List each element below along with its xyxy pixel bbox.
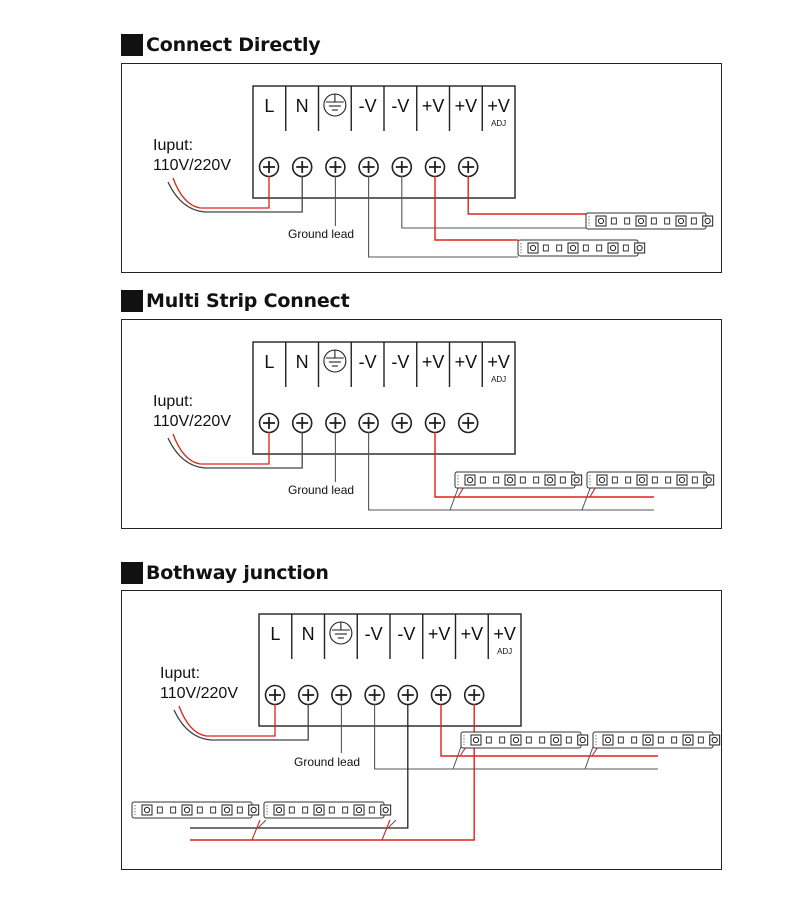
positive-wire: [382, 820, 390, 840]
screw-terminal-icon: [266, 686, 285, 705]
led-chip-icon: [676, 216, 686, 226]
positive-wire: [252, 820, 260, 840]
screw-terminal-icon: [398, 686, 417, 705]
led-chip-icon: [704, 475, 714, 485]
resistor-icon: [197, 807, 202, 813]
led-strip: [264, 802, 391, 818]
terminal-label: +V: [493, 624, 516, 644]
terminal-label: L: [264, 352, 275, 372]
resistor-icon: [612, 477, 617, 483]
resistor-icon: [560, 477, 565, 483]
resistor-icon: [534, 477, 539, 483]
screw-terminal-icon: [326, 158, 345, 177]
resistor-icon: [666, 477, 671, 483]
resistor-icon: [651, 218, 656, 224]
screw-terminal-icon: [359, 414, 378, 433]
resistor-icon: [329, 807, 334, 813]
led-chip-icon: [511, 735, 521, 745]
led-chip-icon: [608, 243, 618, 253]
resistor-icon: [494, 477, 499, 483]
terminal-label: -V: [364, 624, 383, 644]
ground-lead-label: Ground lead: [288, 483, 355, 497]
input-label-line1: Iuput:: [160, 665, 201, 682]
led-strip: [455, 472, 582, 488]
resistor-icon: [211, 807, 216, 813]
resistor-icon: [698, 737, 703, 743]
terminal-label: N: [295, 96, 309, 116]
resistor-icon: [480, 477, 485, 483]
resistor-icon: [691, 218, 696, 224]
section-title: Connect Directly: [146, 34, 321, 56]
resistor-icon: [486, 737, 491, 743]
resistor-icon: [557, 245, 562, 251]
led-chip-icon: [643, 735, 653, 745]
screw-terminal-icon: [459, 158, 478, 177]
resistor-icon: [157, 807, 162, 813]
section-title: Bothway junction: [146, 562, 329, 584]
led-chip-icon: [578, 735, 588, 745]
led-chip-icon: [249, 805, 259, 815]
resistor-icon: [626, 477, 631, 483]
resistor-icon: [343, 807, 348, 813]
led-chip-icon: [314, 805, 324, 815]
input-label-line2: 110V/220V: [160, 685, 238, 702]
resistor-icon: [611, 218, 616, 224]
resistor-icon: [369, 807, 374, 813]
terminal-label: -V: [391, 352, 410, 372]
resistor-icon: [652, 477, 657, 483]
led-chip-icon: [381, 805, 391, 815]
terminal-label: +V: [487, 96, 510, 116]
ground-lead-label: Ground lead: [288, 227, 355, 241]
screw-terminal-icon: [260, 414, 279, 433]
power-supply: [259, 614, 521, 726]
led-chip-icon: [603, 735, 613, 745]
power-supply: [253, 86, 515, 198]
terminal-label: N: [301, 624, 315, 644]
terminal-label: -V: [358, 96, 377, 116]
terminal-label: L: [270, 624, 281, 644]
resistor-icon: [623, 245, 628, 251]
led-chip-icon: [568, 243, 578, 253]
resistor-icon: [625, 218, 630, 224]
terminal-label: -V: [397, 624, 416, 644]
input-label-line2: 110V/220V: [153, 157, 231, 174]
terminal-label: N: [295, 352, 309, 372]
ground-lead-label: Ground lead: [294, 755, 361, 769]
terminal-label: +V: [460, 624, 484, 644]
resistor-icon: [237, 807, 242, 813]
resistor-icon: [566, 737, 571, 743]
screw-terminal-icon: [426, 414, 445, 433]
led-strip: [587, 472, 714, 488]
resistor-icon: [665, 218, 670, 224]
screw-terminal-icon: [293, 158, 312, 177]
terminal-label: +V: [487, 352, 510, 372]
led-chip-icon: [142, 805, 152, 815]
led-chip-icon: [596, 216, 606, 226]
screw-terminal-icon: [260, 158, 279, 177]
terminal-label: -V: [358, 352, 377, 372]
led-chip-icon: [636, 216, 646, 226]
input-label-line2: 110V/220V: [153, 413, 231, 430]
power-supply: [253, 342, 515, 454]
screw-terminal-icon: [392, 414, 411, 433]
resistor-icon: [540, 737, 545, 743]
resistor-icon: [303, 807, 308, 813]
led-strip: [132, 802, 259, 818]
terminal-label: +V: [421, 352, 445, 372]
led-chip-icon: [710, 735, 720, 745]
led-chip-icon: [528, 243, 538, 253]
led-strip: [461, 732, 588, 748]
resistor-icon: [500, 737, 505, 743]
resistor-icon: [692, 477, 697, 483]
led-chip-icon: [597, 475, 607, 485]
resistor-icon: [583, 245, 588, 251]
resistor-icon: [597, 245, 602, 251]
led-chip-icon: [505, 475, 515, 485]
adj-label: ADJ: [491, 375, 507, 384]
led-chip-icon: [471, 735, 481, 745]
screw-terminal-icon: [459, 414, 478, 433]
resistor-icon: [520, 477, 525, 483]
led-chip-icon: [703, 216, 713, 226]
terminal-label: -V: [391, 96, 410, 116]
terminal-label: L: [264, 96, 275, 116]
led-chip-icon: [274, 805, 284, 815]
led-chip-icon: [677, 475, 687, 485]
resistor-icon: [526, 737, 531, 743]
screw-terminal-icon: [365, 686, 384, 705]
terminal-label: +V: [421, 96, 445, 116]
resistor-icon: [632, 737, 637, 743]
resistor-icon: [171, 807, 176, 813]
led-strip: [518, 240, 645, 256]
screw-terminal-icon: [299, 686, 318, 705]
screw-terminal-icon: [392, 158, 411, 177]
screw-terminal-icon: [332, 686, 351, 705]
led-chip-icon: [635, 243, 645, 253]
terminal-label: +V: [454, 352, 478, 372]
screw-terminal-icon: [426, 158, 445, 177]
led-chip-icon: [182, 805, 192, 815]
screw-terminal-icon: [465, 686, 484, 705]
resistor-icon: [543, 245, 548, 251]
led-chip-icon: [551, 735, 561, 745]
led-chip-icon: [545, 475, 555, 485]
led-chip-icon: [572, 475, 582, 485]
screw-terminal-icon: [359, 158, 378, 177]
resistor-icon: [672, 737, 677, 743]
led-strip: [586, 213, 713, 229]
resistor-icon: [618, 737, 623, 743]
input-label-line1: Iuput:: [153, 393, 194, 410]
screw-terminal-icon: [293, 414, 312, 433]
screw-terminal-icon: [432, 686, 451, 705]
led-chip-icon: [683, 735, 693, 745]
led-strip: [593, 732, 720, 748]
adj-label: ADJ: [491, 119, 507, 128]
led-chip-icon: [222, 805, 232, 815]
section-title: Multi Strip Connect: [146, 290, 350, 312]
input-label-line1: Iuput:: [153, 137, 194, 154]
resistor-icon: [658, 737, 663, 743]
resistor-icon: [289, 807, 294, 813]
led-chip-icon: [354, 805, 364, 815]
terminal-label: +V: [427, 624, 451, 644]
led-chip-icon: [637, 475, 647, 485]
adj-label: ADJ: [497, 647, 513, 656]
screw-terminal-icon: [326, 414, 345, 433]
led-chip-icon: [465, 475, 475, 485]
terminal-label: +V: [454, 96, 478, 116]
